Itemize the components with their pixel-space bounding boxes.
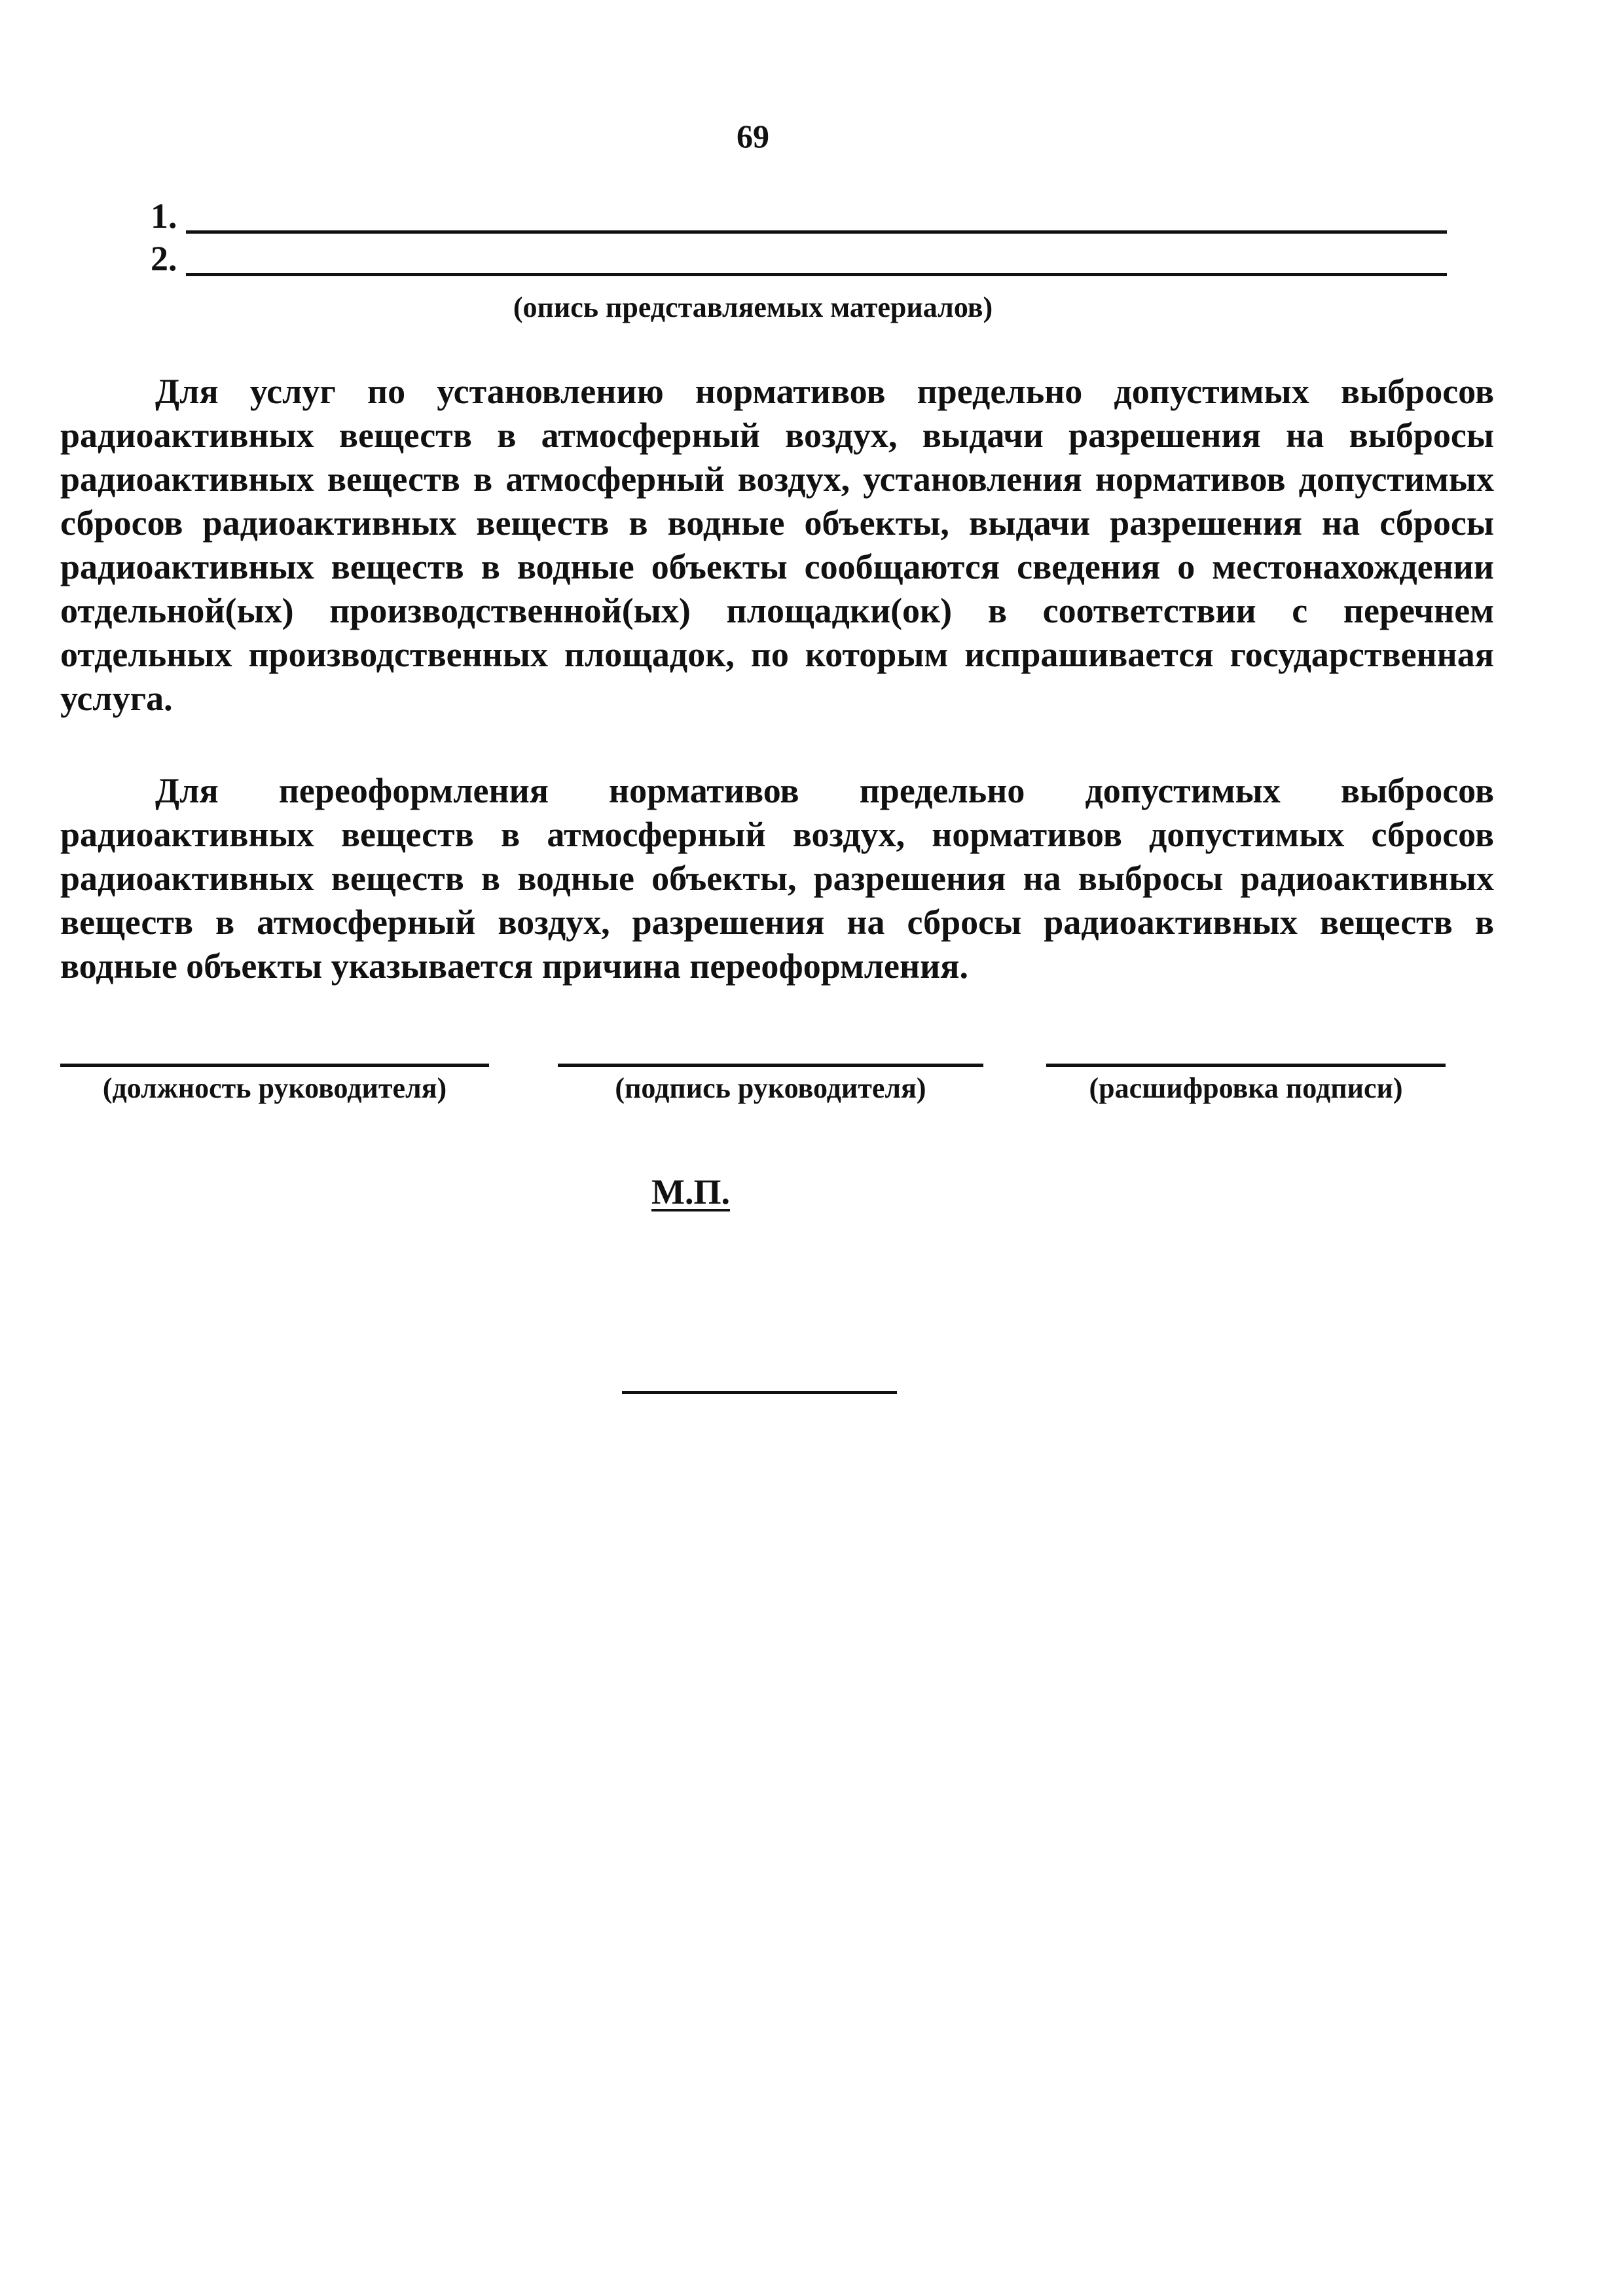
signature-field-decoding	[1046, 1064, 1446, 1106]
signature-line	[60, 1064, 489, 1067]
list-item-number: 2.	[151, 239, 177, 278]
fill-in-line	[186, 273, 1447, 276]
fill-in-line	[186, 230, 1447, 234]
position-label: (должность руководителя)	[102, 1072, 447, 1104]
stamp-placeholder: М.П.	[651, 1172, 730, 1211]
list-item-number: 1.	[151, 196, 177, 236]
end-of-document-line	[622, 1391, 897, 1394]
paragraph-services-info: Для услуг по установлению нормативов предельно допустимых выбросов радиоактивных веществ в атмосферный воздух, выдачи разрешения на выбросы радиоактивных веществ в атмосферный воздух, установления нормативов допустимых сбросов радиоактивных веществ в водные объекты, выдачи разрешения на сбросы радиоактивных веществ в водные объекты сообщаются сведения о местонахождении отдельной(ых) производственной(ых) площадки(ок) в соответствии с перечнем отдельных производственных площадок, по которым испрашивается государственная услуга.	[60, 372, 1494, 718]
materials-list-item	[151, 239, 1447, 278]
materials-list-caption: (опись представляемых материалов)	[513, 291, 993, 323]
signature-field-position	[60, 1064, 489, 1106]
decoding-label: (расшифровка подписи)	[1089, 1072, 1403, 1104]
signature-label: (подпись руководителя)	[615, 1072, 926, 1104]
signature-line	[1046, 1064, 1446, 1067]
signature-field-signature	[558, 1064, 983, 1106]
page-number: 69	[737, 118, 769, 154]
signature-line	[558, 1064, 983, 1067]
materials-list-item	[151, 196, 1447, 236]
paragraph-reissue-info: Для переоформления нормативов предельно допустимых выбросов радиоактивных веществ в атмосферный воздух, нормативов допустимых сбросов радиоактивных веществ в водные объекты, разрешения на выбросы радиоактивных веществ в атмосферный воздух, разрешения на сбросы радиоактивных веществ в водные объекты указывается причина переоформления.	[60, 771, 1494, 986]
